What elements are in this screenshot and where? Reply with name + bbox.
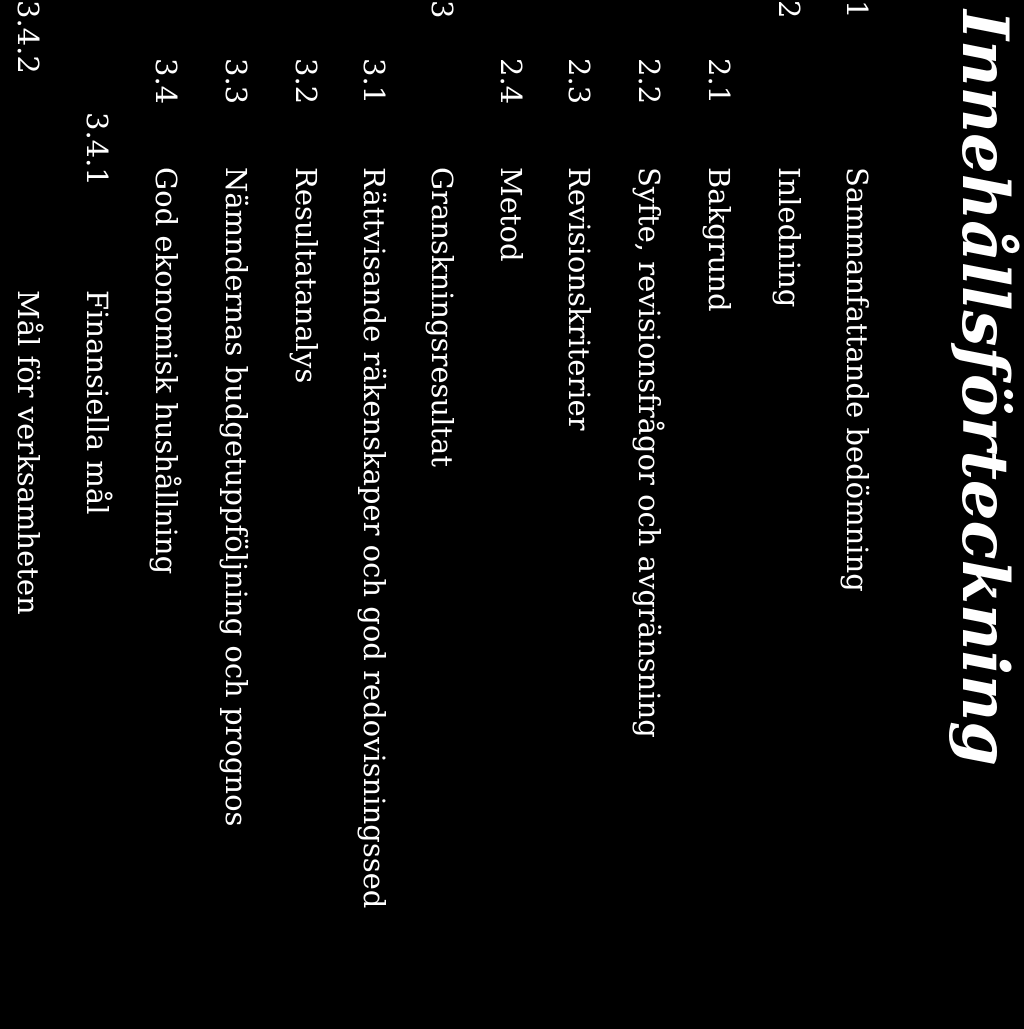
toc-entry-label: Syfte, revisionsfrågor och avgränsning xyxy=(632,167,666,738)
toc-entry-2[interactable] xyxy=(769,0,809,1029)
toc-entry-3[interactable] xyxy=(422,0,462,1029)
toc-entry-number: 3.4.1 xyxy=(80,112,114,186)
toc-entry-number: 1 xyxy=(840,0,874,19)
toc-entry-label: Rättvisande räkenskaper och god redovisningssed xyxy=(357,167,391,909)
toc-entry-number: 2 xyxy=(772,0,806,19)
toc-entry-number: 2.2 xyxy=(632,58,666,105)
toc-entry-1[interactable] xyxy=(837,0,877,1029)
toc-entry-number: 3.2 xyxy=(289,58,323,105)
toc-entry-label: Bakgrund xyxy=(702,167,736,312)
toc-entry-label: Inledning xyxy=(772,167,806,308)
toc-entry-2-4[interactable] xyxy=(491,0,531,1029)
toc-entry-3-4-2[interactable] xyxy=(8,0,48,1029)
toc-entry-label: God ekonomisk hushållning xyxy=(149,167,183,575)
toc-entry-number: 3.4.2 xyxy=(11,0,45,74)
toc-entry-number: 2.3 xyxy=(562,58,596,105)
toc-entry-2-2[interactable] xyxy=(629,0,669,1029)
toc-entry-label: Finansiella mål xyxy=(80,290,114,515)
toc-entry-2-3[interactable] xyxy=(559,0,599,1029)
toc-entry-label: Mål för verksamheten xyxy=(11,290,45,615)
toc-entry-label: Resultatanalys xyxy=(289,167,323,384)
toc-entry-label: Sammanfattande bedömning xyxy=(840,167,874,592)
toc-entry-3-4[interactable] xyxy=(146,0,186,1029)
toc-entry-3-2[interactable] xyxy=(286,0,326,1029)
toc-entry-number: 3.4 xyxy=(149,58,183,105)
toc-entry-number: 3.3 xyxy=(219,58,253,105)
toc-entry-label: Granskningsresultat xyxy=(425,167,459,467)
toc-entry-label: Nämndernas budgetuppföljning och prognos xyxy=(219,167,253,827)
toc-entry-2-1[interactable] xyxy=(699,0,739,1029)
toc-entry-number: 3.1 xyxy=(357,58,391,105)
toc-title: Innehållsförteckning xyxy=(947,10,1022,767)
toc-entry-number: 2.1 xyxy=(702,58,736,105)
toc-entry-number: 2.4 xyxy=(494,58,528,105)
toc-entry-number: 3 xyxy=(425,0,459,19)
toc-entry-3-1[interactable] xyxy=(354,0,394,1029)
toc-entry-label: Revisionskriterier xyxy=(562,167,596,431)
toc-entry-3-3[interactable] xyxy=(216,0,256,1029)
toc-entry-label: Metod xyxy=(494,167,528,262)
toc-entry-3-4-1[interactable] xyxy=(77,0,117,1029)
